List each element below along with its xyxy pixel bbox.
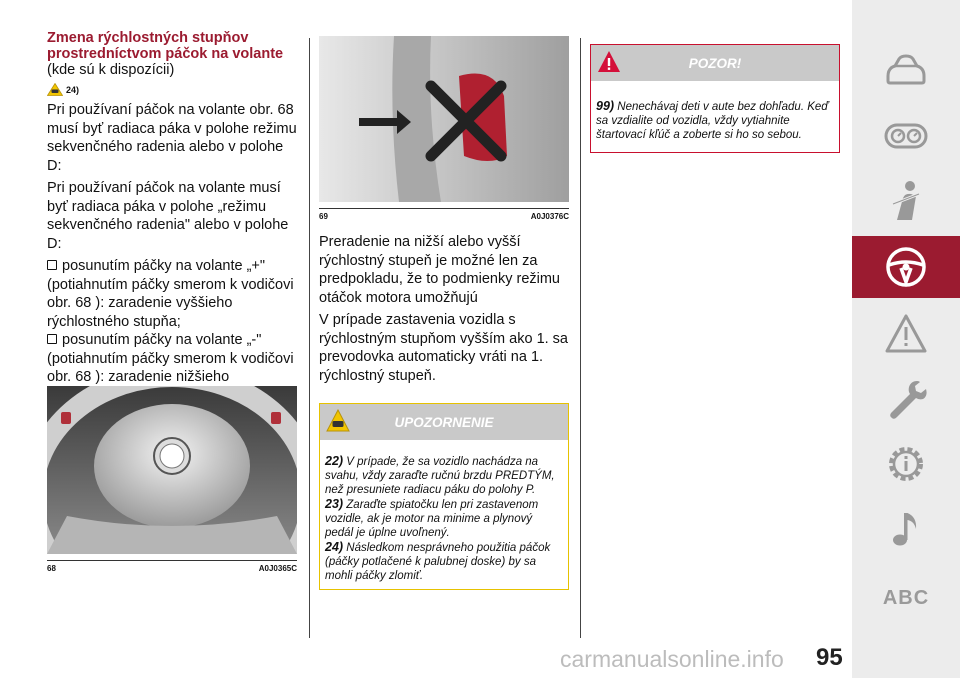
sidebar-item-warnings[interactable] — [852, 303, 960, 365]
chapter-sidebar — [852, 0, 960, 678]
figure-code: A0J0376C — [530, 212, 569, 221]
warning-title: POZOR! — [688, 55, 742, 71]
list-item — [47, 257, 299, 331]
notice-body — [320, 440, 568, 589]
steering-wheel-photo — [47, 386, 297, 554]
warning-reference-number: 24) — [66, 84, 80, 95]
figure-caption — [47, 560, 297, 573]
column-divider — [580, 38, 581, 638]
section-subheading: (kde sú k dispozícii) — [47, 62, 175, 78]
column-2 — [319, 36, 569, 590]
figure-caption — [319, 208, 569, 221]
figure-number: 69 — [319, 212, 328, 221]
notice-item — [325, 454, 563, 497]
notice-item — [325, 497, 563, 540]
warning-box — [590, 44, 840, 153]
column-1 — [47, 30, 299, 409]
danger-triangle-icon — [597, 50, 621, 74]
paragraph: V prípade zastavenia vozidla s rýchlostným stupňom vyšším ako 1. sa prevodovka automaticky vráti na 1. rýchlostný stupeň. — [319, 312, 568, 384]
figure-code: A0J0365C — [258, 564, 297, 573]
sidebar-item-multimedia[interactable] — [852, 497, 960, 559]
sidebar-item-emergency[interactable] — [852, 369, 960, 431]
column-divider — [309, 38, 310, 638]
note-number: 22) — [325, 454, 344, 468]
warning-triangle-icon — [883, 311, 929, 357]
dashboard-gauges-icon — [883, 113, 929, 159]
car-icon — [883, 48, 929, 94]
warning-number: 99) — [596, 99, 615, 113]
paddle-shifter-photo — [319, 36, 569, 202]
note-number: 23) — [325, 497, 344, 511]
note-text: Zaraďte spiatočku len pri zastavenom vozidle, ak je motor na minime a plynový pedál je úplne uvoľnený. — [325, 499, 539, 539]
warning-text: Nenechávaj deti v aute bez dohľadu. Keď sa vzdialite od vozidla, vždy vytiahnite štartovací kľúč a zoberte si ho so sebou. — [596, 101, 829, 141]
bullet-square-icon — [47, 334, 57, 344]
warning-body — [591, 81, 839, 152]
paragraph: Preradenie na nižší alebo vyšší rýchlostný stupeň je možné len za predpokladu, že to podmienky režimu otáčok motora umožňujú — [319, 234, 560, 306]
sidebar-item-safety[interactable] — [852, 170, 960, 232]
note-text: Následkom nesprávneho použitia páčok (páčky potlačené k palubnej doske) by sa mohli páčky zlomiť. — [325, 542, 551, 582]
notice-header — [320, 404, 568, 440]
column-3 — [590, 44, 840, 153]
seatbelt-person-icon — [883, 178, 929, 224]
sidebar-item-car[interactable] — [852, 40, 960, 102]
note-text: V prípade, že sa vozidlo nachádza na svahu, vždy zaraďte ručnú brzdu PREDTÝM, než presuniete radiacu páku do polohy P. — [325, 456, 555, 496]
sidebar-item-dashboard[interactable] — [852, 105, 960, 167]
info-gear-icon — [883, 441, 929, 487]
notice-title: UPOZORNENIE — [394, 414, 494, 430]
caution-triangle-icon — [326, 409, 350, 433]
sidebar-item-driving[interactable] — [852, 236, 960, 298]
paragraph: Pri používaní páčok na volante musí byť radiaca páka v polohe „režimu sekvenčného radenia" alebo v polohe D: — [47, 180, 289, 252]
watermark: carmanualsonline.info — [560, 646, 784, 672]
warning-header — [591, 45, 839, 81]
caution-triangle-icon — [47, 83, 63, 96]
figure-number: 68 — [47, 564, 56, 573]
notice-item — [325, 540, 563, 583]
paddle-shifter-illustration — [319, 36, 569, 202]
figure-68 — [47, 386, 297, 573]
steering-wheel-illustration — [47, 386, 297, 554]
steering-wheel-icon — [883, 244, 929, 290]
notice-box — [319, 403, 569, 590]
page-number: 95 — [816, 644, 843, 671]
warning-reference[interactable] — [47, 83, 299, 96]
note-number: 24) — [325, 540, 344, 554]
sidebar-item-maintenance[interactable] — [852, 433, 960, 495]
sidebar-item-index[interactable] — [852, 567, 960, 629]
list-item-text: posunutím páčky na volante „-" (potiahnutím páčky smerom k vodičovi obr. 68 ): zaradenie nižšieho — [47, 332, 294, 385]
music-note-icon — [883, 505, 929, 551]
wrench-icon — [883, 377, 929, 423]
abc-label: ABC — [882, 586, 930, 609]
figure-69 — [319, 36, 569, 221]
section-heading-line2: prostredníctvom páčok na volante — [47, 46, 284, 62]
bullet-square-icon — [47, 260, 57, 270]
section-heading-line1: Zmena rýchlostných stupňov — [47, 30, 249, 46]
list-item-text: posunutím páčky na volante „+" (potiahnutím páčky smerom k vodičovi obr. 68 ): zaradenie vyššieho rýchlostného stupňa; — [47, 258, 294, 330]
paragraph: Pri používaní páčok na volante obr. 68 musí byť radiaca páka v polohe režimu sekvenčného radenia alebo v polohe D: — [47, 102, 297, 174]
